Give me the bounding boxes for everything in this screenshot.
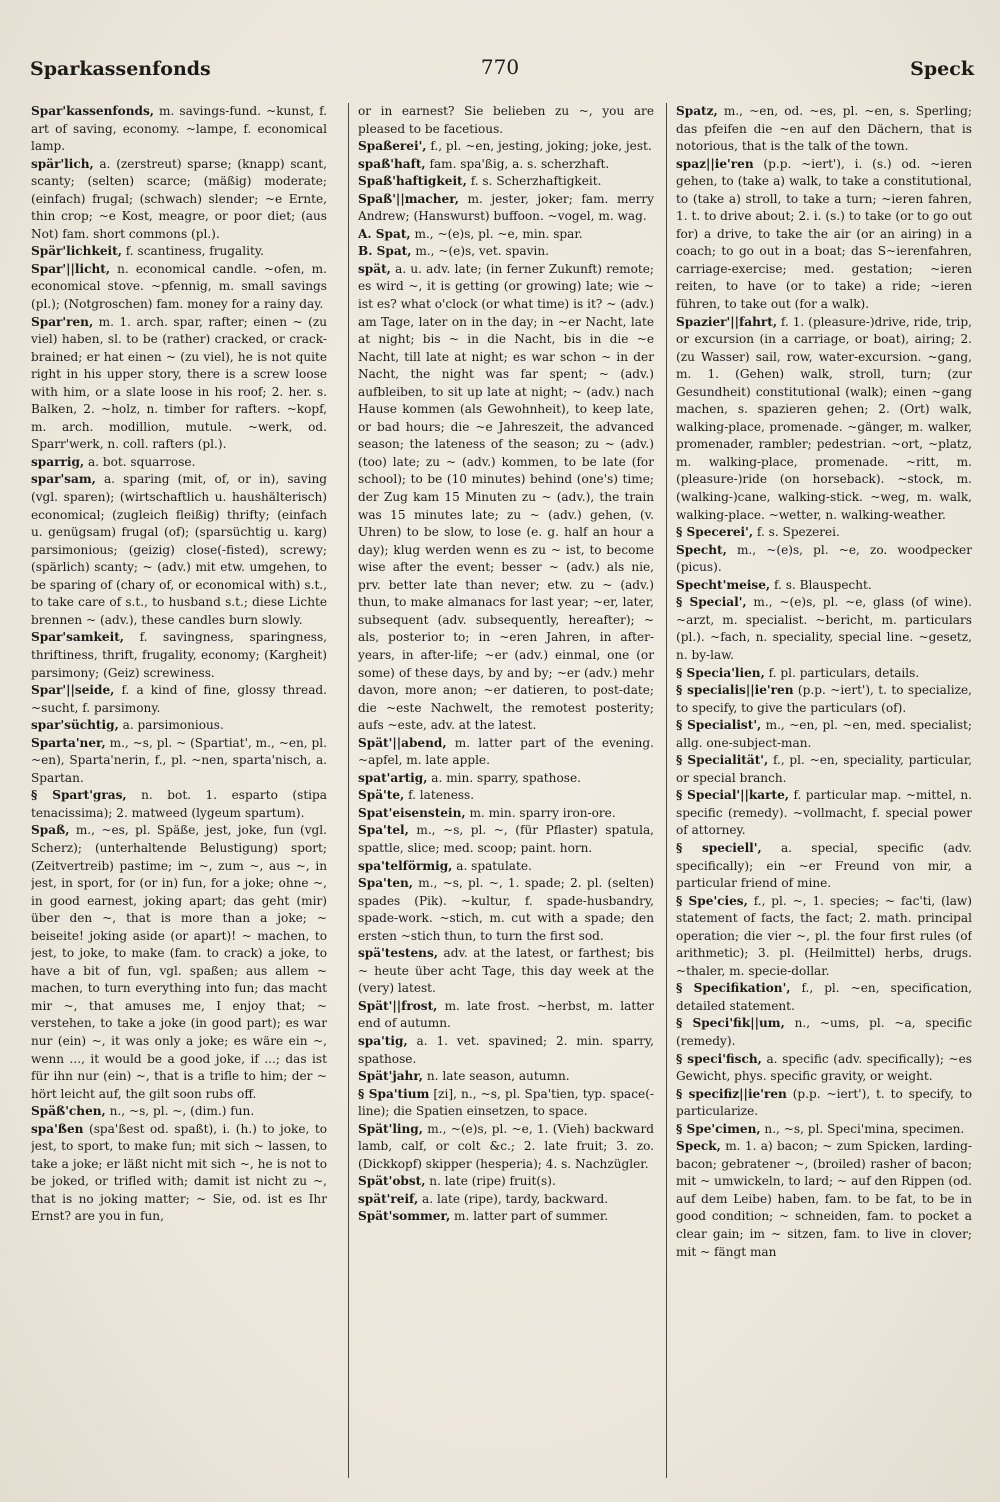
dictionary-entry bbox=[358, 875, 654, 945]
entry-definition: m. savings-fund. ~kunst, f. art of saving, economy. ~lampe, f. economical lamp. bbox=[31, 104, 327, 154]
dictionary-entry bbox=[358, 243, 654, 261]
entry-headword: Spä'te, bbox=[358, 788, 405, 803]
dictionary-entry bbox=[676, 717, 972, 752]
dictionary-entry bbox=[676, 1015, 972, 1050]
entry-headword: spät'reif, bbox=[358, 1191, 419, 1206]
dictionary-entry bbox=[358, 1068, 654, 1086]
dictionary-entry bbox=[676, 156, 972, 314]
entry-headword: spa'telförmig, bbox=[358, 858, 453, 873]
dictionary-entry bbox=[358, 822, 654, 857]
entry-headword: spar'sam, bbox=[31, 472, 96, 487]
entry-headword: spaz||ie'ren bbox=[676, 156, 754, 171]
dictionary-entry bbox=[358, 191, 654, 226]
dictionary-entry bbox=[31, 314, 327, 454]
dictionary-entry bbox=[358, 1173, 654, 1191]
dictionary-entry bbox=[358, 945, 654, 998]
entry-definition: m., ~en, pl. ~en, med. specialist; allg. one-subject-man. bbox=[676, 718, 972, 750]
entry-headword: spät, bbox=[358, 261, 391, 276]
dictionary-entry bbox=[676, 577, 972, 595]
entry-definition: adv. at the latest, or farthest; bis ~ heute über acht Tage, this day week at the (very) latest. bbox=[358, 946, 654, 996]
entry-headword: Spa'ten, bbox=[358, 876, 414, 891]
entry-definition: a. late (ripe), tardy, backward. bbox=[418, 1191, 609, 1206]
dictionary-entry bbox=[31, 735, 327, 788]
entry-headword: spa'ßen bbox=[31, 1121, 84, 1136]
entry-headword: § Special', bbox=[676, 595, 747, 610]
entry-headword: § speciell', bbox=[676, 840, 762, 855]
entry-headword: spar'süchtig, bbox=[31, 718, 119, 733]
entry-definition: n. bot. 1. esparto (stipa tenacissima); 2. matweed (lygeum spartum). bbox=[31, 788, 327, 820]
entry-definition: a. (zerstreut) sparse; (knapp) scant, scanty; (selten) scarce; (mäßig) moderate; (einfach) frugal; (schwach) slender; ~e Ernte, thin crop; ~e Kost, meagre, or poor diet; (aus Not) fam. short commons (pl.). bbox=[31, 156, 327, 241]
entry-headword: § speci'fisch, bbox=[676, 1051, 762, 1066]
entry-definition: f. scantiness, frugality. bbox=[121, 244, 264, 259]
dictionary-entry bbox=[358, 1121, 654, 1174]
entry-headword: § Specia'lien, bbox=[676, 665, 765, 680]
dictionary-entry bbox=[31, 822, 327, 1103]
entry-definition: a. sparing (mit, of, or in), saving (vgl. sparen); (wirtschaftlich u. haushälterisch) economical; (zugleich fleißig) thrifty; (einfach u. genügsam) frugal (of); (sparsüchtig u. karg) parsimonious; (geizig) close(-fisted), screwy; (spärlich) scanty; ~ (adv.) mit etw. umgehen, to be sparing of (chary of, or economical with) s.t., to take care of s.t., to husband s.t.; diese Lichte brennen ~ (adv.), these candles burn slowly. bbox=[31, 472, 327, 627]
dictionary-entry bbox=[358, 1208, 654, 1226]
dictionary-entry bbox=[676, 594, 972, 664]
entry-definition: n. late (ripe) fruit(s). bbox=[425, 1174, 556, 1189]
entry-definition: m., ~(e)s, pl. ~e, zo. woodpecker (picus). bbox=[676, 542, 972, 575]
dictionary-entry bbox=[31, 1103, 327, 1121]
entry-headword: § Specifikation', bbox=[676, 981, 791, 996]
entry-headword: Spar'ren, bbox=[31, 314, 94, 329]
dictionary-entry bbox=[676, 980, 972, 1015]
dictionary-entry bbox=[676, 1051, 972, 1086]
dictionary-entry bbox=[358, 858, 654, 876]
entry-definition: m. latter part of summer. bbox=[450, 1209, 609, 1224]
dictionary-entry bbox=[676, 752, 972, 787]
entry-headword: Spaß, bbox=[31, 823, 70, 838]
header-right-catchword: Speck bbox=[910, 58, 974, 80]
dictionary-entry bbox=[31, 454, 327, 472]
dictionary-entry bbox=[31, 261, 327, 314]
entry-definition: f. pl. particulars, details. bbox=[764, 665, 920, 680]
running-header bbox=[22, 55, 978, 88]
entry-headword: Spazier'||fahrt, bbox=[676, 314, 778, 329]
entry-definition: f. 1. (pleasure-)drive, ride, trip, or excursion (in a carriage, or boat), airing; 2. (zu Wasser) sail, row, water-excursion. ~gang, m. 1. (Gehen) walk, stroll, turn; (zur Gesundheit) constitutional (walk); einen ~gang machen, s. spazieren gehen; 2. (Ort) walk, walking-place, promenade. ~gänger, m. walker, promenader, rambler; pedestrian. ~ort, ~platz, m. walking-place, promenade. ~ritt, m. (pleasure-)ride (on horseback). ~stock, m. (walking-)cane, walking-stick. ~weg, m. walk, walking-place. ~wetter, n. walking-weather. bbox=[676, 314, 972, 522]
entry-headword: § Specialist', bbox=[676, 718, 762, 733]
entry-headword: Specht'meise, bbox=[676, 577, 771, 592]
entry-headword: Spar'kassenfonds, bbox=[31, 104, 154, 118]
entry-headword: § Speci'fik||um, bbox=[676, 1016, 785, 1031]
column-3 bbox=[676, 103, 972, 1478]
entry-definition: (p.p. ~iert'), t. to specialize, to specify, to give the particulars (of). bbox=[676, 683, 972, 715]
entry-definition: m. latter part of the evening. ~apfel, m. late apple. bbox=[358, 735, 654, 768]
entry-definition: f. s. Blauspecht. bbox=[770, 577, 872, 592]
dictionary-entry bbox=[676, 840, 972, 893]
entry-headword: Spatz, bbox=[676, 104, 718, 118]
dictionary-entry bbox=[676, 542, 972, 577]
entry-definition: (p.p. ~iert'), t. to specify, to particularize. bbox=[676, 1086, 972, 1119]
entry-definition: (p.p. ~iert'), i. (s.) od. ~ieren gehen, to (take a) walk, to take a constitutional, to (take a) stroll, to take a turn; ~ieren fahren, 1. t. to drive about; 2. i. (s.) to take (or to go out for) a drive, to take the air (or an airing) in a coach; to go out in a boat; das S~ierenfahren, carriage-exercise; med. gestation; ~ieren reiten, to have (or to take) a ride; ~ieren führen, to take out (for a walk). bbox=[676, 156, 972, 312]
dictionary-entry bbox=[358, 138, 654, 156]
dictionary-entry bbox=[676, 1121, 972, 1139]
entry-definition: m., ~s, pl. ~, 1. spade; 2. pl. (selten) spades (Pik). ~kultur, f. spade-husbandry, spade-work. ~stich, m. cut with a spade; den ersten ~stich thun, to turn the first sod. bbox=[358, 876, 654, 943]
dictionary-entry bbox=[358, 173, 654, 191]
dictionary-entry bbox=[358, 805, 654, 823]
entry-headword: § specifiz||ie'ren bbox=[676, 1086, 787, 1101]
entry-headword: Spar'samkeit, bbox=[31, 630, 125, 645]
entry-headword: spä'testens, bbox=[358, 946, 438, 961]
dictionary-entry bbox=[358, 787, 654, 805]
entry-definition: or in earnest? Sie belieben zu ~, you are pleased to be facetious. bbox=[358, 104, 654, 136]
entry-definition: n. economical candle. ~ofen, m. economical stove. ~pfennig, m. small savings (pl.); (Notgroschen) fam. money for a rainy day. bbox=[31, 261, 327, 312]
entry-headword: spa'tig, bbox=[358, 1033, 408, 1048]
entry-definition: f. s. Scherzhaftigkeit. bbox=[466, 174, 602, 189]
entry-definition: fam. spa'ßig, a. s. scherzhaft. bbox=[425, 156, 610, 171]
entry-definition: a. special, specific (adv. specifically); ein ~er Freund von mir, a particular friend of mine. bbox=[676, 840, 972, 891]
dictionary-entry bbox=[358, 103, 654, 138]
dictionary-entry bbox=[676, 665, 972, 683]
entry-headword: Spar'||licht, bbox=[31, 261, 111, 276]
dictionary-entry bbox=[676, 893, 972, 981]
dictionary-entry bbox=[676, 314, 972, 525]
dictionary-entry bbox=[676, 787, 972, 840]
dictionary-entry bbox=[358, 735, 654, 770]
dictionary-entry bbox=[358, 1086, 654, 1121]
entry-definition: m., ~s, pl. ~ (Spartiat', m., ~en, pl. ~en), Sparta'nerin, f., pl. ~nen, sparta'nisch, a. Spartan. bbox=[31, 735, 327, 785]
entry-definition: m., ~en, od. ~es, pl. ~en, s. Sperling; das pfeifen die ~en auf den Dächern, that is notorious, that is the talk of the town. bbox=[676, 104, 972, 154]
entry-headword: Spa'tel, bbox=[358, 823, 409, 838]
dictionary-entry bbox=[358, 1033, 654, 1068]
entry-headword: Sparta'ner, bbox=[31, 735, 106, 750]
entry-headword: Spät'||abend, bbox=[358, 735, 447, 750]
entry-headword: § Specerei', bbox=[676, 525, 754, 540]
column-divider bbox=[666, 103, 667, 1478]
entry-headword: Speck, bbox=[676, 1139, 721, 1154]
dictionary-entry bbox=[358, 226, 654, 244]
entry-definition: f. lateness. bbox=[404, 788, 475, 803]
entry-definition: m. 1. arch. spar, rafter; einen ~ (zu viel) haben, sl. to be (rather) cracked, or crack-brained; er hat einen ~ (zu viel), he is not quite right in his upper story, there is a screw loose with him, or a slate loose in his roof; 2. her. s. Balken, 2. ~holz, n. timber for rafters. ~kopf, m. arch. modillion, mutule. ~werk, od. Sparr'werk, n. coll. rafters (pl.). bbox=[31, 314, 327, 452]
dictionary-entry bbox=[31, 156, 327, 244]
entry-definition: n. late season, autumn. bbox=[423, 1069, 570, 1084]
entry-headword: Spät'obst, bbox=[358, 1174, 426, 1189]
entry-headword: § Spart'gras, bbox=[31, 788, 127, 803]
dictionary-entry bbox=[31, 717, 327, 735]
dictionary-entry bbox=[358, 1191, 654, 1209]
entry-definition: m. min. sparry iron-ore. bbox=[465, 805, 616, 820]
dictionary-entry bbox=[358, 261, 654, 735]
entry-headword: Späß'chen, bbox=[31, 1104, 106, 1119]
dictionary-entry bbox=[676, 682, 972, 717]
entry-headword: Spät'ling, bbox=[358, 1121, 423, 1136]
dictionary-entry bbox=[31, 471, 327, 629]
dictionary-entry bbox=[676, 1138, 972, 1261]
entry-headword: Spät'jahr, bbox=[358, 1069, 424, 1084]
entry-definition: a. 1. vet. spavined; 2. min. sparry, spathose. bbox=[358, 1033, 654, 1066]
dictionary-entry bbox=[358, 770, 654, 788]
entry-definition: a. u. adv. late; (in ferner Zukunft) remote; es wird ~, it is getting (or growing) late; wie ~ ist es? what o'clock (or what time) is it? ~ (adv.) am Tage, later on in the day; in ~er Nacht, late at night; bis ~ in die Nacht, bis in die ~e Nacht, till late at night; es war schon ~ in der Nacht, the night was far spent; ~ (adv.) aufbleiben, to sit up late at night; ~ (adv.) nach Hause kommen (als Gewohnheit), to keep late, or bad hours; die ~e Jahreszeit, the advanced season; the lateness of the season; zu ~ (adv.) (too) late; zu ~ (adv.) kommen, to be late (for school); to be (10 minutes) behind (one's) time; der Zug kam 15 Minuten zu ~ (adv.), the train was 15 minutes late; zu ~ (adv.) gehen, (v. Uhren) to be slow, to lose (e. g. half an hour a day); klug werden wenn es zu ~ ist, to become wise after the event; besser ~ (adv.) als nie, prv. better late than never; etw. zu ~ (adv.) thun, to make almanacs for last year; ~er, later, subsequent (adv. subsequently, hereafter); ~ als, posterior to; in ~eren Jahren, in after-years, in after-life; ~er (adv.) einmal, one (or some) of these days, by and by; ~er (adv.) mehr davon, more anon; ~er datieren, to post-date; die ~este Nachwelt, the remotest posterity; aufs ~este, adv. at the latest. bbox=[358, 261, 654, 733]
entry-headword: Spät'sommer, bbox=[358, 1209, 451, 1224]
entry-headword: Spat'eisenstein, bbox=[358, 805, 466, 820]
entry-definition: n., ~s, pl. Speci'mina, specimen. bbox=[760, 1121, 965, 1136]
dictionary-entry bbox=[31, 629, 327, 682]
entry-headword: A. Spat, bbox=[358, 226, 411, 241]
entry-definition: f. savingness, sparingness, thriftiness, thrift, frugality, economy; (Kargheit) parsimony; (Geiz) screwiness. bbox=[31, 630, 327, 680]
page-number: 770 bbox=[480, 55, 520, 79]
dictionary-entry bbox=[31, 682, 327, 717]
header-left-catchword: Sparkassenfonds bbox=[30, 58, 211, 80]
entry-headword: spaß'haft, bbox=[358, 156, 426, 171]
entry-headword: Spär'lichkeit, bbox=[31, 244, 122, 259]
entry-definition: a. min. sparry, spathose. bbox=[427, 770, 581, 785]
column-2 bbox=[358, 103, 654, 1478]
entry-definition: m., ~es, pl. Späße, jest, joke, fun (vgl. Scherz); (unterhaltende Belustigung) sport; (Zeitvertreib) pastime; im ~, zum ~, aus ~, in jest, in sport, for (or in) fun, for a joke; ohne ~, in good earnest, joking apart; das geht (mir) über den ~, that is more than a joke; ~ beiseite! joking aside (or apart)! ~ machen, to jest, to joke, to make (fam. to crack) a joke, to have a bit of fun, vgl. spaßen; aus allem ~ machen, to turn everything into fun; das macht mir ~, that amuses me, I enjoy that; ~ verstehen, to take a joke (in good part); es war nur (ein) ~, it was only a joke; es wäre ein ~, wenn ..., it would be a good joke, if ...; das ist für ihn nur (ein) ~, that is a trifle to him; der ~ hört leicht auf, the gilt soon rubs off. bbox=[31, 823, 327, 1101]
dictionary-entry bbox=[358, 156, 654, 174]
entry-headword: B. Spat, bbox=[358, 244, 412, 259]
dictionary-entry bbox=[676, 524, 972, 542]
entry-definition: n., ~s, pl. ~, (dim.) fun. bbox=[105, 1104, 255, 1119]
entry-headword: § Spe'cies, bbox=[676, 893, 748, 908]
dictionary-entry bbox=[31, 243, 327, 261]
entry-headword: Spät'||frost, bbox=[358, 998, 438, 1013]
entry-headword: spat'artig, bbox=[358, 770, 428, 785]
dictionary-entry bbox=[31, 1121, 327, 1226]
entry-headword: Spaßerei', bbox=[358, 139, 427, 154]
dictionary-entry bbox=[676, 1086, 972, 1121]
entry-definition: f. a kind of fine, glossy thread. ~sucht, f. parsimony. bbox=[31, 683, 327, 715]
entry-definition: [zi], n., ~s, pl. Spa'tien, typ. space(-line); die Spatien einsetzen, to space. bbox=[358, 1086, 654, 1119]
entry-headword: § Specialität', bbox=[676, 753, 769, 768]
entry-headword: § Special'||karte, bbox=[676, 788, 789, 803]
entry-headword: § Spa'tium bbox=[358, 1086, 430, 1101]
entry-definition: f., pl. ~en, jesting, joking; joke, jest. bbox=[426, 139, 652, 154]
entry-headword: sparrig, bbox=[31, 454, 85, 469]
entry-definition: a. specific (adv. specifically); ~es Gewicht, phys. specific gravity, or weight. bbox=[676, 1051, 972, 1084]
dictionary-entry bbox=[358, 998, 654, 1033]
entry-definition: f., pl. ~, 1. species; ~ fac'ti, (law) statement of facts, the fact; 2. math. principal operation; die vier ~, pl. the four first rules (of arithmetic); 3. pl. (Heilmittel) herbs, drugs. ~thaler, m. specie-dollar. bbox=[676, 893, 972, 978]
entry-headword: Spar'||seide, bbox=[31, 683, 115, 698]
entry-definition: a. parsimonious. bbox=[118, 718, 224, 733]
dictionary-entry bbox=[31, 103, 327, 156]
entry-definition: m., ~(e)s, pl. ~e, 1. (Vieh) backward lamb, calf, or colt &c.; 2. late fruit; 3. zo. (Dickkopf) skipper (hesperia); 4. s. Nachzügler. bbox=[358, 1121, 654, 1171]
entry-headword: § specialis||ie'ren bbox=[676, 683, 794, 698]
entry-definition: m. jester, joker; fam. merry Andrew; (Hanswurst) buffoon. ~vogel, m. wag. bbox=[358, 191, 654, 224]
entry-definition: f. particular map. ~mittel, n. specific (remedy). ~vollmacht, f. special power of attorney. bbox=[676, 788, 972, 838]
entry-definition: m., ~(e)s, vet. spavin. bbox=[411, 244, 549, 259]
entry-definition: a. spatulate. bbox=[452, 858, 532, 873]
entry-headword: § Spe'cimen, bbox=[676, 1121, 761, 1136]
dictionary-entry bbox=[31, 787, 327, 822]
entry-definition: m. 1. a) bacon; ~ zum Spicken, larding-bacon; gebratener ~, (broiled) rasher of bacon; mit ~ umwickeln, to lard; ~ auf den Rippen (od. auf dem Leibe) haben, fam. to be fat, to be in good condition; ~ schneiden, fam. to pocket a clear gain; im ~ sitzen, fam. to live in clover; mit ~ fängt man bbox=[676, 1139, 972, 1259]
entry-headword: Spaß'||macher, bbox=[358, 191, 459, 206]
entry-definition: f., pl. ~en, speciality, particular, or special branch. bbox=[676, 753, 972, 785]
dictionary-entry bbox=[676, 103, 972, 156]
entry-definition: n., ~ums, pl. ~a, specific (remedy). bbox=[676, 1016, 972, 1048]
entry-headword: Specht, bbox=[676, 542, 727, 557]
entry-headword: Spaß'haftigkeit, bbox=[358, 174, 467, 189]
entry-definition: f., pl. ~en, specification, detailed statement. bbox=[676, 981, 972, 1013]
entry-definition: m., ~s, pl. ~, (für Pflaster) spatula, spattle, slice; med. scoop; paint. horn. bbox=[358, 823, 654, 855]
column-1 bbox=[31, 103, 327, 1478]
entry-definition: a. bot. squarrose. bbox=[84, 454, 196, 469]
dictionary-columns bbox=[26, 103, 978, 1478]
entry-headword: spär'lich, bbox=[31, 156, 94, 171]
entry-definition: (spa'ßest od. spaßt), i. (h.) to joke, to jest, to sport, to make fun; mit sich ~ lassen, to take a joke; er läßt nicht mit sich ~, he is not to be joked, or trifled with; damit ist nicht zu ~, that is no joking matter; ~ Sie, od. ist es Ihr Ernst? are you in fun, bbox=[31, 1121, 327, 1224]
entry-definition: m., ~(e)s, pl. ~e, min. spar. bbox=[410, 226, 583, 241]
column-divider bbox=[348, 103, 349, 1478]
entry-definition: m. late frost. ~herbst, m. latter end of autumn. bbox=[358, 998, 654, 1031]
entry-definition: m., ~(e)s, pl. ~e, glass (of wine). ~arzt, m. specialist. ~bericht, m. particulars (pl.). ~fach, n. speciality, special line. ~gesetz, n. by-law. bbox=[676, 595, 972, 662]
entry-definition: f. s. Spezerei. bbox=[753, 525, 840, 540]
